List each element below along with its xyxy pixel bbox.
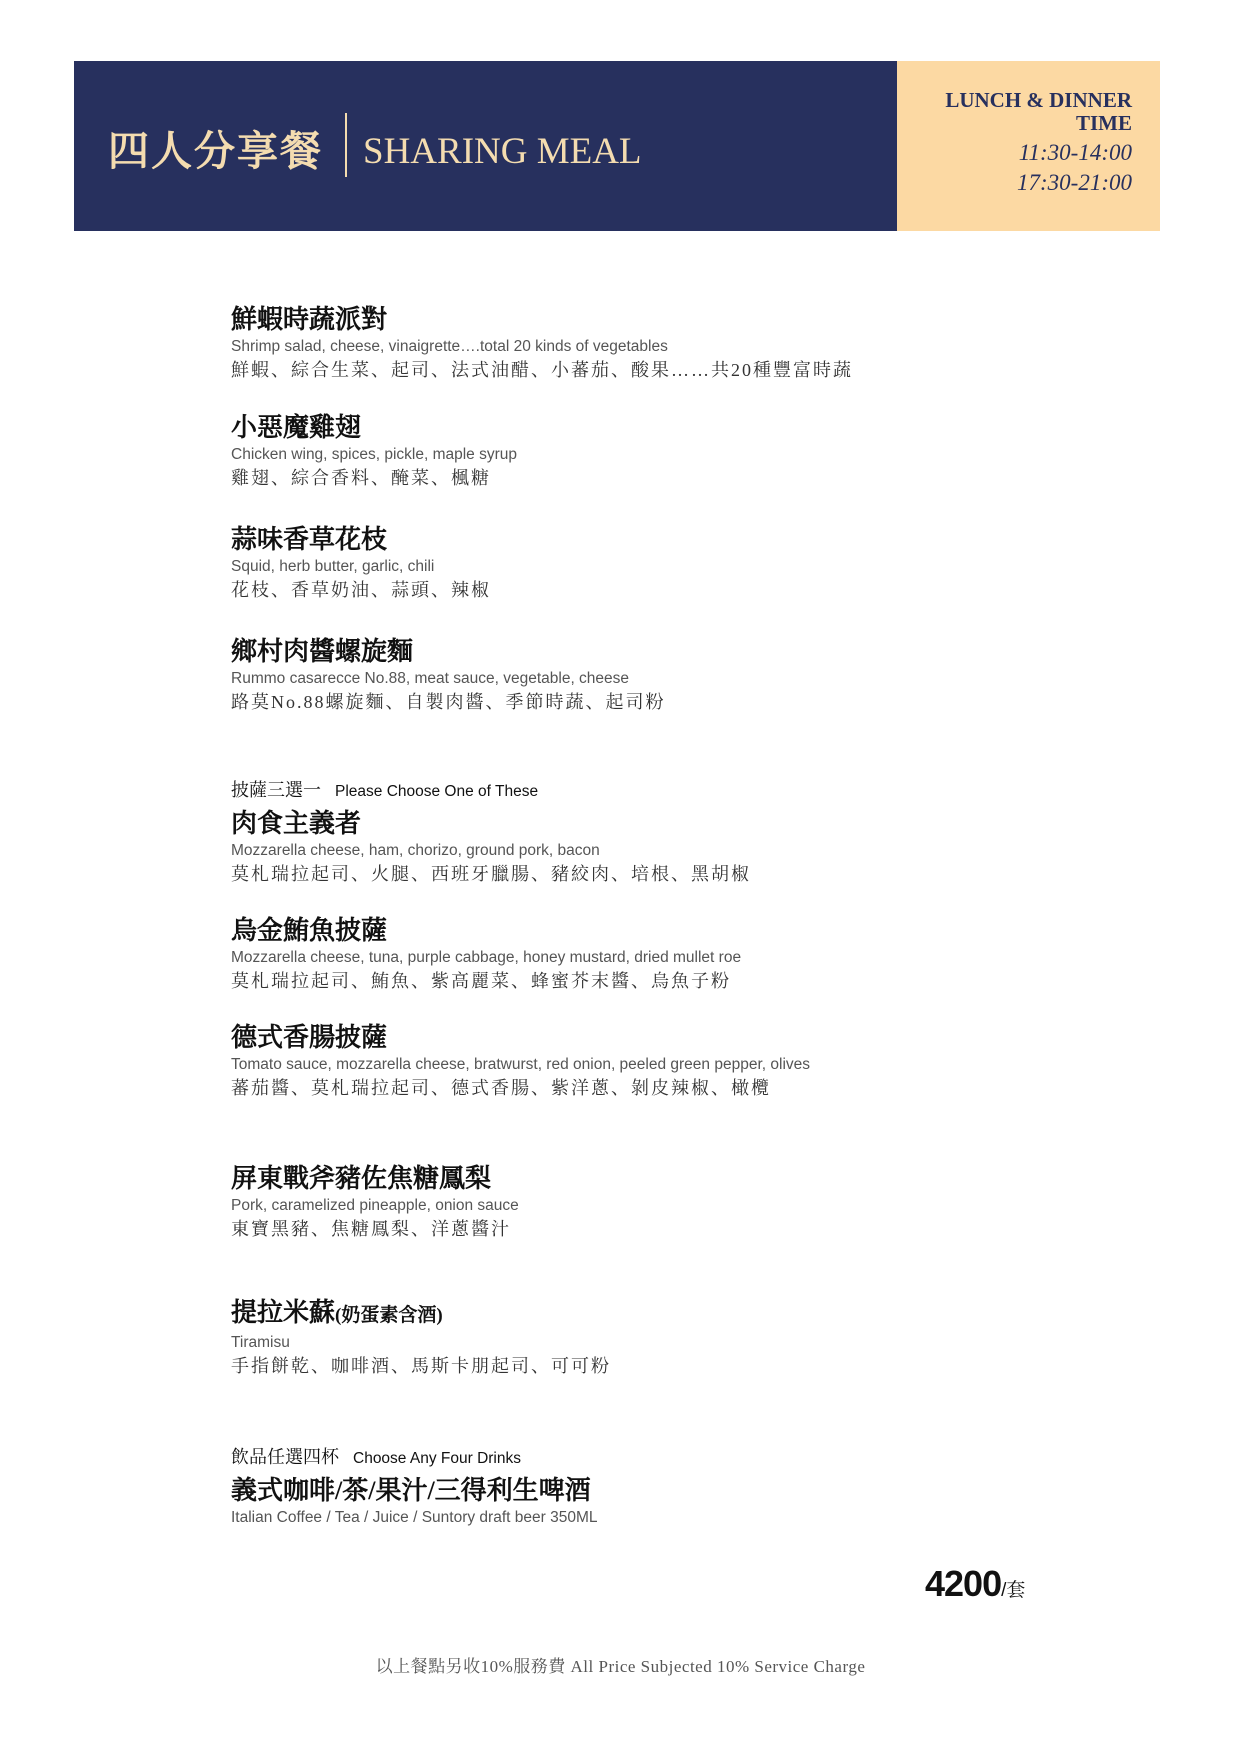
dish-name: 義式咖啡/茶/果汁/三得利生啤酒 bbox=[231, 1476, 591, 1505]
pizza-item bbox=[231, 809, 751, 886]
drinks-item bbox=[231, 1476, 597, 1528]
dish-name: 鮮蝦時蔬派對 bbox=[231, 305, 388, 334]
dish-description-en: Tomato sauce, mozzarella cheese, bratwurst, red onion, peeled green pepper, olives bbox=[231, 1056, 811, 1073]
dish-name: 鄉村肉醬螺旋麵 bbox=[231, 637, 414, 666]
service-charge-note: 以上餐點另收10%服務費 All Price Subjected 10% Service Charge bbox=[375, 1657, 866, 1676]
dish-description-en: Italian Coffee / Tea / Juice / Suntory draft beer 350ML bbox=[231, 1509, 598, 1526]
section-label-en: Choose Any Four Drinks bbox=[353, 1450, 521, 1467]
menu-item bbox=[231, 413, 517, 490]
service-time-heading-line2: TIME bbox=[1075, 111, 1132, 135]
dish-name: 蒜味香草花枝 bbox=[231, 525, 388, 554]
dish-description-zh: 東寶黑豬、焦糖鳳梨、洋蔥醬汁 bbox=[231, 1219, 511, 1239]
service-time-heading-line1: LUNCH & DINNER bbox=[945, 88, 1132, 112]
dish-description-zh: 雞翅、綜合香料、醃菜、楓糖 bbox=[231, 468, 491, 488]
dish-description-en: Rummo casarecce No.88, meat sauce, vegetable, cheese bbox=[231, 670, 630, 687]
menu-item bbox=[231, 637, 666, 714]
dish-name: 屏東戰斧豬佐焦糖鳳梨 bbox=[231, 1164, 492, 1193]
dish-description-zh: 莫札瑞拉起司、鮪魚、紫高麗菜、蜂蜜芥末醬、烏魚子粉 bbox=[231, 971, 731, 991]
dish-description-en: Squid, herb butter, garlic, chili bbox=[231, 558, 435, 575]
lunch-time: 11:30-14:00 bbox=[1018, 140, 1132, 165]
dish-description-zh: 路莫No.88螺旋麵、自製肉醬、季節時蔬、起司粉 bbox=[231, 692, 666, 712]
dish-description-zh: 花枝、香草奶油、蒜頭、辣椒 bbox=[231, 580, 491, 600]
dish-description-zh: 手指餅乾、咖啡酒、馬斯卡朋起司、可可粉 bbox=[231, 1356, 611, 1376]
dish-description-zh: 鮮蝦、綜合生菜、起司、法式油醋、小蕃茄、酸果……共20種豐富時蔬 bbox=[231, 360, 853, 380]
set-price bbox=[925, 1563, 1025, 1605]
section-label-zh: 飲品任選四杯 bbox=[231, 1447, 339, 1467]
dish-name: 肉食主義者 bbox=[231, 809, 362, 838]
page-title-zh: 四人分享餐 bbox=[108, 128, 323, 174]
dish-description-zh: 蕃茄醬、莫札瑞拉起司、德式香腸、紫洋蔥、剝皮辣椒、橄欖 bbox=[231, 1078, 771, 1098]
page-title-en: SHARING MEAL bbox=[363, 131, 642, 172]
dish-description-en: Chicken wing, spices, pickle, maple syrup bbox=[231, 446, 518, 463]
title-divider bbox=[345, 113, 347, 177]
section-label-en: Please Choose One of These bbox=[335, 783, 539, 800]
dish-description-en: Tiramisu bbox=[231, 1334, 290, 1351]
dish-name-row bbox=[231, 1298, 611, 1331]
dish-description-en: Mozzarella cheese, ham, chorizo, ground pork, bacon bbox=[231, 842, 600, 859]
dish-name: 小惡魔雞翅 bbox=[231, 413, 362, 442]
dish-description-en: Mozzarella cheese, tuna, purple cabbage, honey mustard, dried mullet roe bbox=[231, 949, 742, 966]
dish-name: 烏金鮪魚披薩 bbox=[231, 916, 388, 945]
service-time-heading bbox=[912, 89, 1132, 135]
dessert-item bbox=[231, 1298, 611, 1378]
pizza-item bbox=[231, 916, 741, 993]
dinner-time: 17:30-21:00 bbox=[1017, 170, 1132, 195]
main-course-item bbox=[231, 1164, 519, 1241]
pizza-section-label bbox=[231, 776, 538, 802]
dish-name: 提拉米蘇 bbox=[231, 1298, 336, 1327]
service-time-box bbox=[897, 61, 1160, 231]
price-amount: 4200 bbox=[925, 1563, 1002, 1604]
section-label-zh: 披薩三選一 bbox=[231, 780, 321, 800]
menu-item bbox=[231, 525, 491, 602]
price-unit: /套 bbox=[1001, 1580, 1026, 1601]
dish-description-zh: 莫札瑞拉起司、火腿、西班牙臘腸、豬絞肉、培根、黑胡椒 bbox=[231, 864, 751, 884]
dish-description-en: Pork, caramelized pineapple, onion sauce bbox=[231, 1197, 519, 1214]
pizza-item bbox=[231, 1023, 810, 1100]
drinks-section-label bbox=[231, 1443, 521, 1469]
dish-name: 德式香腸披薩 bbox=[231, 1023, 388, 1052]
menu-item bbox=[231, 305, 853, 382]
dish-description-en: Shrimp salad, cheese, vinaigrette….total 20 kinds of vegetables bbox=[231, 338, 668, 355]
dish-dietary-note: (奶蛋素含酒) bbox=[335, 1305, 443, 1326]
